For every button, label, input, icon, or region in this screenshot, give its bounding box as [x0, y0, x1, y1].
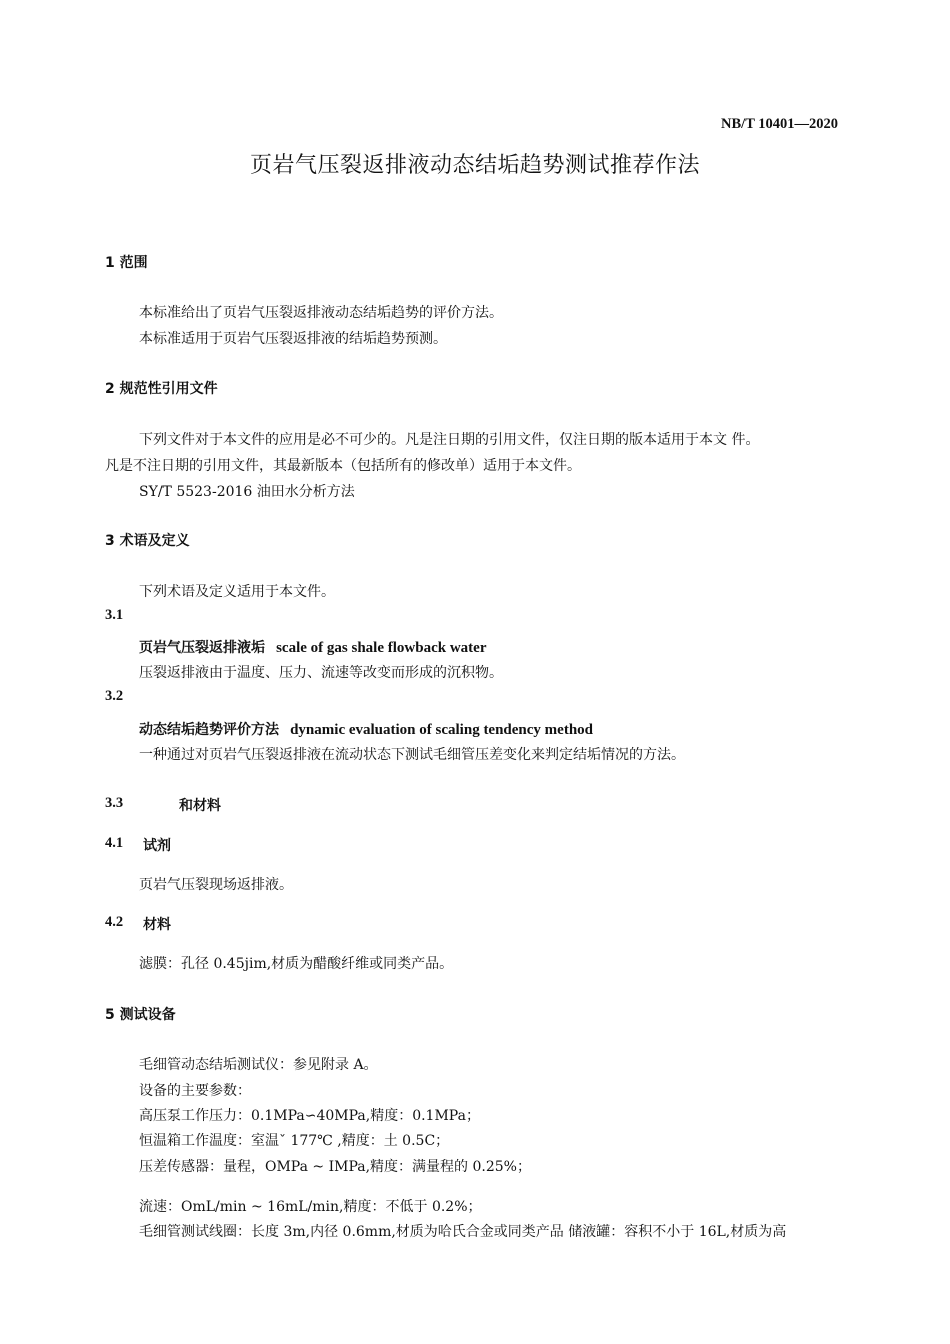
standard-number: NB/T 10401—2020: [721, 116, 838, 132]
paragraph-line: 页岩气压裂现场返排液。: [139, 877, 293, 893]
paragraph-line: 毛细管测试线圈：长度 3m,内径 0.6mm,材质为哈氏合金或同类产品 储液罐：容积不小于 16L,材质为高: [139, 1224, 787, 1240]
paragraph-line: 本标准适用于页岩气压裂返排液的结垢趋势预测。: [139, 331, 447, 347]
paragraph-line: 毛细管动态结垢测试仪：参见附录 A。: [139, 1057, 378, 1073]
clause-heading-reagents: 试剂: [143, 838, 171, 854]
document-title: 页岩气压裂返排液动态结垢趋势测试推荐作法: [249, 153, 700, 178]
section-heading-test-equipment: 5 测试设备: [105, 1007, 176, 1023]
term-definition: 一种通过对页岩气压裂返排液在流动状态下测试毛细管压差变化来判定结垢情况的方法。: [139, 747, 685, 763]
reference-item: SY/T 5523-2016 油田水分析方法: [139, 484, 355, 500]
term-number: 3.1: [105, 607, 124, 623]
term-chinese: 页岩气压裂返排液垢: [139, 640, 265, 656]
paragraph-line: 高压泵工作压力：0.1MPa∽40MPa,精度：0.1MPa；: [139, 1108, 480, 1124]
term-english: scale of gas shale flowback water: [276, 640, 487, 656]
clause-heading-materials: 材料: [143, 917, 171, 933]
section-heading-terms: 3 术语及定义: [105, 533, 190, 549]
clause-number: 4.1: [105, 835, 124, 851]
paragraph-line: 本标准给出了页岩气压裂返排液动态结垢趋势的评价方法。: [139, 305, 503, 321]
paragraph-line: 压差传感器：量程，OMPa ~ IMPa,精度：满量程的 0.25%；: [139, 1159, 531, 1175]
term-entry: [139, 637, 486, 657]
paragraph-line: 滤膜：孔径 0.45jim,材质为醋酸纤维或同类产品。: [139, 956, 454, 972]
paragraph-line: 流速：OmL/min ~ 16mL/min,精度：不低于 0.2%；: [139, 1199, 482, 1215]
clause-number: 3.3: [105, 795, 124, 811]
paragraph-line: 凡是不注日期的引用文件，其最新版本（包括所有的修改单）适用于本文件。: [105, 458, 581, 474]
paragraph-line: 下列术语及定义适用于本文件。: [139, 584, 335, 600]
term-english: dynamic evaluation of scaling tendency method: [290, 722, 594, 738]
paragraph-line: 设备的主要参数：: [139, 1083, 251, 1099]
term-definition: 压裂返排液由于温度、压力、流速等改变而形成的沉积物。: [139, 665, 503, 681]
section-heading-scope: 1 范围: [105, 255, 148, 271]
clause-number: 4.2: [105, 914, 124, 930]
term-chinese: 动态结垢趋势评价方法: [139, 722, 279, 738]
term-number: 3.2: [105, 688, 124, 704]
section-heading-normative-references: 2 规范性引用文件: [105, 381, 218, 397]
term-entry: [139, 719, 593, 739]
paragraph-line: 下列文件对于本文件的应用是必不可少的。凡是注日期的引用文件，仅注日期的版本适用于本文 件。: [139, 432, 760, 448]
paragraph-line: 恒温箱工作温度：室温ˇ 177℃ ,精度：土 0.5C；: [139, 1133, 450, 1149]
clause-heading: 和材料: [179, 798, 221, 814]
